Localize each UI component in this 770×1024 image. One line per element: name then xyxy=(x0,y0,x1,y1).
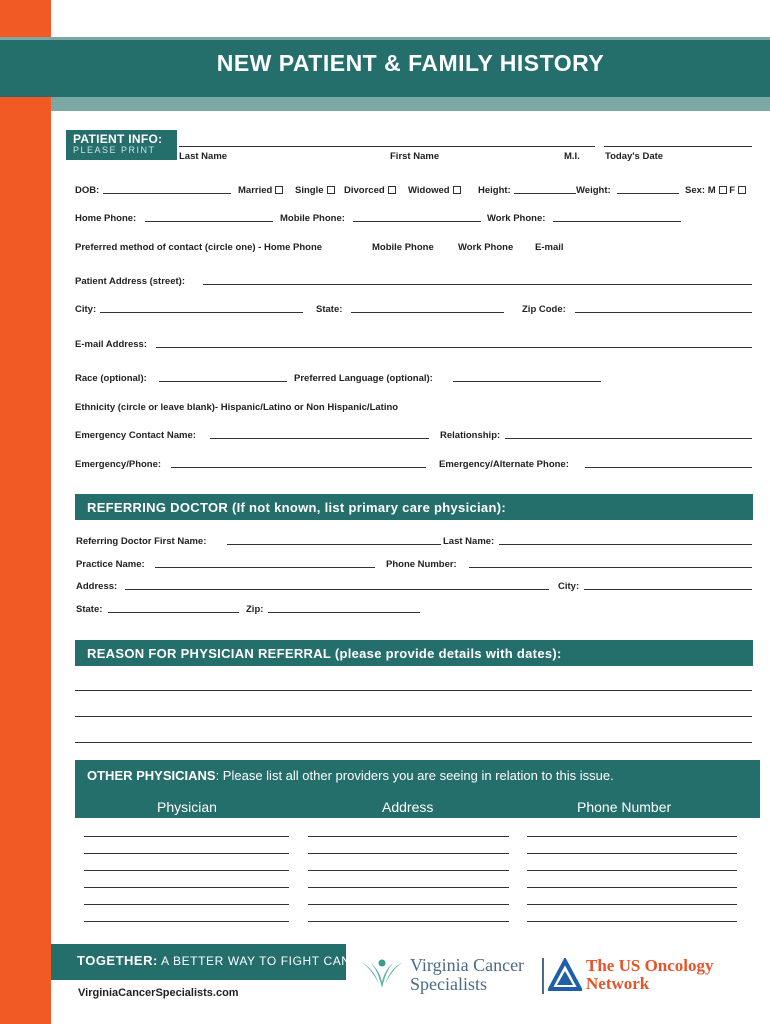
weight-label: Weight: xyxy=(576,185,611,196)
sex-m-label: M xyxy=(707,185,716,196)
married-label: Married xyxy=(238,185,273,196)
street-address-label: Patient Address (street): xyxy=(75,276,185,287)
race-field[interactable] xyxy=(159,381,287,382)
other-physician-line[interactable] xyxy=(84,853,289,854)
language-field[interactable] xyxy=(453,381,601,382)
divorced-option[interactable] xyxy=(344,185,396,196)
street-address-field[interactable] xyxy=(203,284,752,285)
other-physician-line[interactable] xyxy=(308,853,509,854)
reason-line-3[interactable] xyxy=(75,742,752,743)
practice-name-label: Practice Name: xyxy=(76,559,145,570)
reason-header: REASON FOR PHYSICIAN REFERRAL (please provide details with dates): xyxy=(75,640,753,666)
emergency-contact-label: Emergency Contact Name: xyxy=(75,430,196,441)
ethnicity-label: Ethnicity (circle or leave blank)- Hispanic/Latino or Non Hispanic/Latino xyxy=(75,402,399,413)
preferred-contact-label: Preferred method of contact (circle one) - Home Phone xyxy=(75,242,323,253)
referring-doctor-header: REFERRING DOCTOR (If not known, list primary care physician): xyxy=(75,494,753,520)
emergency-alt-phone-field[interactable] xyxy=(585,467,752,468)
mobile-phone-label: Mobile Phone: xyxy=(280,213,345,224)
ref-first-name-field[interactable] xyxy=(227,544,441,545)
tagline-rest: A BETTER WAY TO FIGHT CANCER xyxy=(157,954,378,968)
other-physician-line[interactable] xyxy=(308,921,509,922)
single-option[interactable] xyxy=(295,185,335,196)
orange-side-stripe xyxy=(0,0,51,1024)
relationship-field[interactable] xyxy=(505,438,752,439)
other-physician-line[interactable] xyxy=(84,870,289,871)
work-phone-label: Work Phone: xyxy=(487,213,546,224)
contact-option-mobile[interactable]: Mobile Phone xyxy=(372,242,434,253)
ref-phone-label: Phone Number: xyxy=(386,559,457,570)
todays-date-label: Today's Date xyxy=(605,151,664,162)
emergency-phone-field[interactable] xyxy=(171,467,426,468)
patient-info-subtitle: PLEASE PRINT xyxy=(73,145,156,155)
race-label: Race (optional): xyxy=(75,373,147,384)
ref-last-name-label: Last Name: xyxy=(443,536,495,547)
divorced-label: Divorced xyxy=(344,185,385,196)
other-physician-line[interactable] xyxy=(527,870,737,871)
other-physician-line[interactable] xyxy=(527,921,737,922)
sex-options xyxy=(685,185,746,196)
work-phone-field[interactable] xyxy=(553,221,681,222)
ref-first-name-label: Referring Doctor First Name: xyxy=(76,536,207,547)
other-physician-line[interactable] xyxy=(308,836,509,837)
vcs-logo-text xyxy=(410,956,524,994)
other-physician-line[interactable] xyxy=(527,853,737,854)
us-oncology-logo-icon xyxy=(548,958,582,992)
footer-tagline xyxy=(51,944,378,980)
other-physician-line[interactable] xyxy=(84,904,289,905)
name-field[interactable] xyxy=(179,146,595,147)
married-option[interactable] xyxy=(238,185,283,196)
height-label: Height: xyxy=(478,185,511,196)
other-physician-line[interactable] xyxy=(527,836,737,837)
header-sub-band xyxy=(51,97,770,111)
reason-line-2[interactable] xyxy=(75,716,752,717)
ref-state-label: State: xyxy=(76,604,103,615)
website-link[interactable]: VirginiaCancerSpecialists.com xyxy=(78,987,239,999)
ref-zip-label: Zip: xyxy=(246,604,264,615)
other-physicians-instruction: : Please list all other providers you are seeing in relation to this issue. xyxy=(215,768,614,783)
ref-zip-field[interactable] xyxy=(268,612,420,613)
ref-state-field[interactable] xyxy=(108,612,239,613)
other-physician-line[interactable] xyxy=(308,887,509,888)
practice-name-field[interactable] xyxy=(155,567,375,568)
other-physician-line[interactable] xyxy=(527,904,737,905)
us-oncology-logo-text xyxy=(586,957,714,993)
ref-address-field[interactable] xyxy=(125,589,549,590)
other-physician-line[interactable] xyxy=(84,887,289,888)
single-checkbox[interactable] xyxy=(327,186,335,194)
todays-date-field[interactable] xyxy=(604,146,752,147)
col-phone-number: Phone Number xyxy=(577,799,672,815)
sex-m-checkbox[interactable] xyxy=(719,186,727,194)
ref-address-label: Address: xyxy=(76,581,118,592)
contact-option-work[interactable]: Work Phone xyxy=(458,242,514,253)
emergency-phone-label: Emergency/Phone: xyxy=(75,459,162,470)
married-checkbox[interactable] xyxy=(275,186,283,194)
tagline-bold: TOGETHER: xyxy=(77,953,158,968)
language-label: Preferred Language (optional): xyxy=(294,373,433,384)
sex-f-label: F xyxy=(729,185,736,196)
vcs-logo-icon xyxy=(357,954,407,994)
ref-phone-field[interactable] xyxy=(469,567,752,568)
dob-label: DOB: xyxy=(75,185,100,196)
first-name-label: First Name xyxy=(390,151,440,162)
page-title: NEW PATIENT & FAMILY HISTORY xyxy=(216,50,605,76)
reason-line-1[interactable] xyxy=(75,690,752,691)
patient-info-tag xyxy=(66,130,177,160)
city-label: City: xyxy=(75,304,97,315)
other-physician-line[interactable] xyxy=(84,921,289,922)
other-physicians-header xyxy=(75,760,760,818)
home-phone-field[interactable] xyxy=(145,221,273,222)
other-physicians-bold: OTHER PHYSICIANS xyxy=(87,768,216,783)
widowed-label: Widowed xyxy=(408,185,450,196)
vcs-line-1: Virginia Cancer xyxy=(410,955,525,975)
state-field[interactable] xyxy=(351,312,504,313)
widowed-checkbox[interactable] xyxy=(453,186,461,194)
divorced-checkbox[interactable] xyxy=(388,186,396,194)
other-physicians-title xyxy=(87,768,614,783)
email-label: E-mail Address: xyxy=(75,339,147,350)
other-physician-line[interactable] xyxy=(308,904,509,905)
dob-field[interactable] xyxy=(103,193,231,194)
col-physician: Physician xyxy=(157,799,217,815)
emergency-contact-field[interactable] xyxy=(210,438,429,439)
ref-city-field[interactable] xyxy=(584,589,752,590)
vcs-line-2: Specialists xyxy=(410,974,487,994)
uson-line-2: Network xyxy=(586,974,650,993)
email-field[interactable] xyxy=(156,347,752,348)
city-field[interactable] xyxy=(100,312,303,313)
home-phone-label: Home Phone: xyxy=(75,213,137,224)
other-physician-line[interactable] xyxy=(84,836,289,837)
other-physician-line[interactable] xyxy=(308,870,509,871)
sex-f-checkbox[interactable] xyxy=(738,186,746,194)
last-name-label: Last Name xyxy=(179,151,228,162)
height-field[interactable] xyxy=(514,193,576,194)
other-physician-line[interactable] xyxy=(527,887,737,888)
col-address: Address xyxy=(382,799,434,815)
widowed-option[interactable] xyxy=(408,185,461,196)
zip-label: Zip Code: xyxy=(522,304,566,315)
ref-city-label: City: xyxy=(558,581,580,592)
zip-field[interactable] xyxy=(575,312,752,313)
patient-info-title: PATIENT INFO: xyxy=(73,132,163,146)
weight-field[interactable] xyxy=(617,193,679,194)
ref-last-name-field[interactable] xyxy=(499,544,752,545)
uson-line-1: The US Oncology xyxy=(586,956,714,975)
state-label: State: xyxy=(316,304,343,315)
mi-label: M.I. xyxy=(564,151,580,162)
relationship-label: Relationship: xyxy=(440,430,501,441)
mobile-phone-field[interactable] xyxy=(353,221,481,222)
contact-option-email[interactable]: E-mail xyxy=(535,242,564,253)
emergency-alt-phone-label: Emergency/Alternate Phone: xyxy=(439,459,569,470)
sex-label: Sex: xyxy=(685,185,706,196)
single-label: Single xyxy=(295,185,324,196)
logo-divider xyxy=(542,958,544,994)
